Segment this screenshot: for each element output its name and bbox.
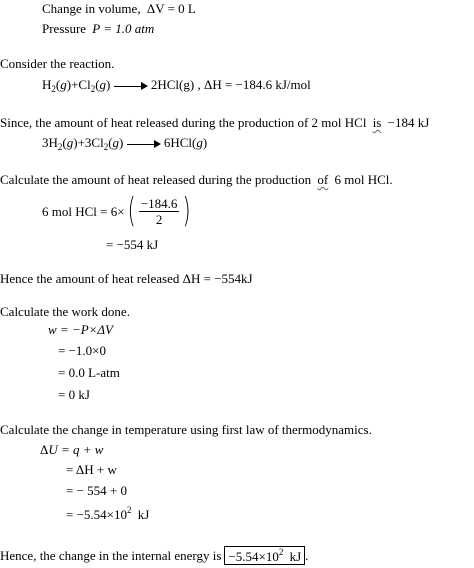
- reaction-arrow-icon: [127, 139, 161, 149]
- since-value: −184 kJ: [387, 115, 430, 130]
- hence-internal-line: [0, 546, 308, 565]
- change-volume-label: Change in volume,: [42, 1, 141, 16]
- rxn1-h2: $H_2(g)+Cl_2(g)$: [42, 77, 111, 94]
- final-period: .: [305, 548, 309, 563]
- pressure-label: Pressure: [42, 21, 87, 36]
- since-prefix: Since, the amount of heat released during the production of 2 mol HCl: [0, 115, 367, 130]
- delta-u-symbol: ΔU: [40, 442, 58, 457]
- final-answer-box: [224, 546, 305, 565]
- since-is: is: [372, 115, 382, 130]
- calc-heat-suffix: 6 mol HCl.: [334, 172, 393, 187]
- work-eq-2: = −1.0×0: [58, 343, 106, 358]
- final-pre: −5.54×10: [228, 549, 279, 564]
- du-eq4-pre: = −5.54×10: [66, 507, 127, 522]
- final-exp: 2: [278, 547, 284, 557]
- du-eq-1: [40, 443, 103, 456]
- hence-internal-text: Hence, the change in the internal energy is: [0, 548, 222, 563]
- work-eq-4: = 0 kJ: [58, 387, 90, 402]
- work-eq-3: = 0.0 L-atm: [58, 365, 120, 380]
- w-symbol: w: [48, 322, 57, 337]
- pressure-eq: P = 1.0 atm: [92, 21, 155, 36]
- reaction-arrow-icon: [114, 81, 148, 91]
- right-paren: ): [183, 191, 192, 231]
- pressure-line: [42, 22, 154, 35]
- fraction: [139, 197, 180, 226]
- reaction-2: [42, 136, 207, 152]
- du-eq-3: = − 554 + 0: [66, 483, 127, 498]
- six-mol-equation: [42, 191, 194, 231]
- work-eq-1: [48, 323, 113, 336]
- reaction-1: [42, 78, 311, 94]
- du-eq4-unit: kJ: [137, 507, 150, 522]
- du-eq-4: [66, 506, 149, 521]
- change-in-volume-line: [42, 2, 196, 15]
- calc-heat-of: of: [317, 172, 329, 187]
- final-unit: kJ: [289, 549, 302, 564]
- calc-heat-line: [0, 173, 393, 186]
- left-paren: (: [127, 191, 136, 231]
- rxn1-right: 2HCl(g) , ΔH = −184.6 kJ/mol: [150, 77, 311, 92]
- hence-heat-line: Hence the amount of heat released ΔH = −554kJ: [0, 271, 253, 286]
- fraction-numerator: −184.6: [140, 195, 178, 211]
- du-eq1: = q + w: [61, 442, 104, 457]
- six-mol-lhs: 6 mol HCl = 6×: [42, 203, 125, 219]
- rxn2-right: 6HCl(g): [163, 135, 208, 150]
- calc-heat-prefix: Calculate the amount of heat released during the production: [0, 172, 312, 187]
- calc-work-line: Calculate the work done.: [0, 304, 130, 319]
- w-eq1: = −P×ΔV: [59, 322, 114, 337]
- rxn2-left: $3H_2(g)+3Cl_2(g)$: [42, 135, 124, 152]
- consider-reaction-text: Consider the reaction.: [0, 56, 115, 71]
- since-line: [0, 116, 429, 129]
- du-eq-2: = ΔH + w: [66, 462, 117, 477]
- du-eq4-exp: 2: [127, 505, 132, 515]
- change-volume-eq: ΔV = 0 L: [146, 1, 196, 16]
- calc-temp-line: Calculate the change in temperature using first law of thermodynamics.: [0, 422, 372, 437]
- result-554: = −554 kJ: [106, 237, 159, 252]
- fraction-denominator: 2: [155, 211, 163, 227]
